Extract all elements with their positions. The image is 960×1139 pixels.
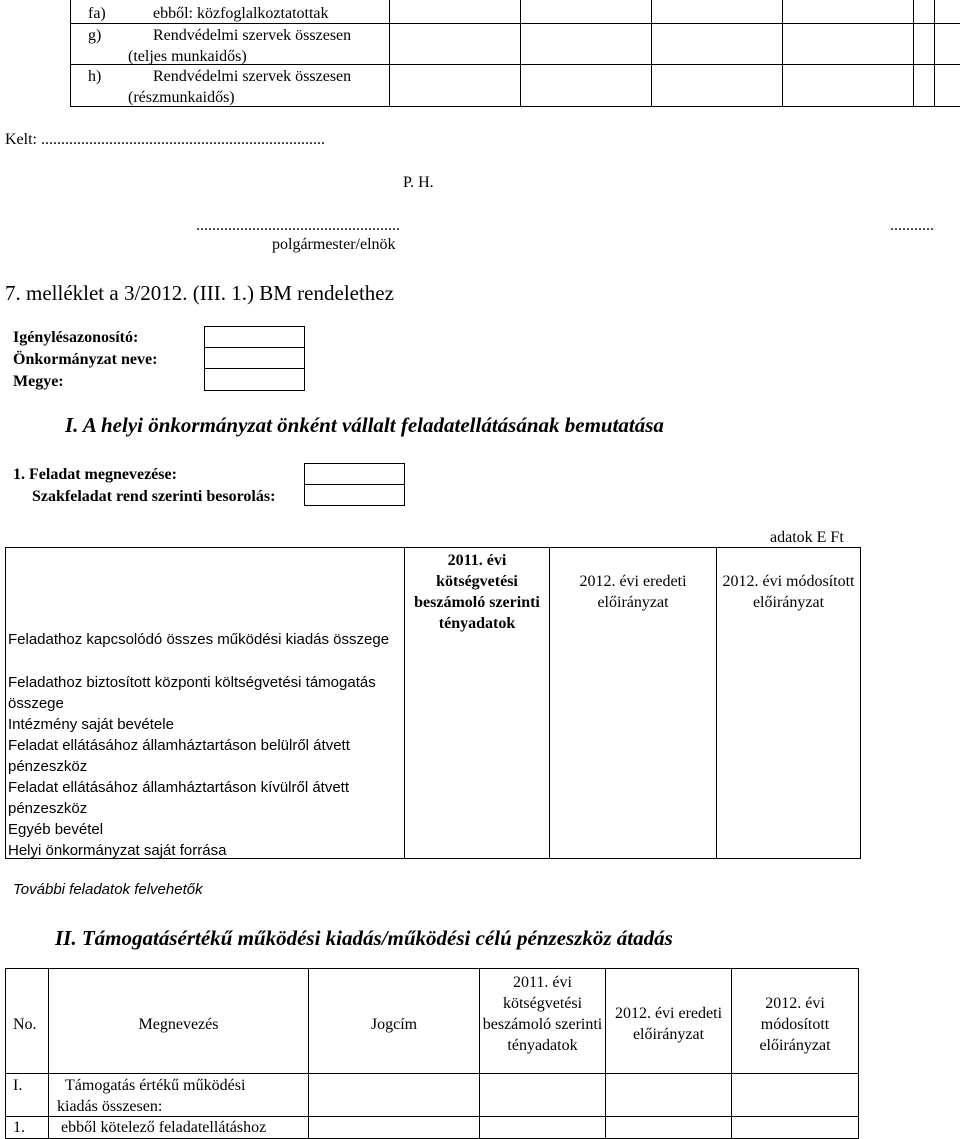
table-row-label: Feladathoz biztosított központi költségvetési támogatás összege	[8, 674, 376, 712]
request-id-label: Igénylésazonosító:	[13, 329, 139, 346]
more-tasks-note: További feladatok felvehetők	[13, 881, 203, 898]
county-label: Megye:	[13, 373, 64, 390]
signature-dots-right: ...........	[890, 217, 934, 234]
classification-label: Szakfeladat rend szerinti besorolás:	[32, 488, 276, 505]
table-row-label: Feladat ellátásához államháztartáson belülről átvett pénzeszköz	[8, 737, 350, 775]
row-name: Támogatás értékű működési kiadás összesen:	[57, 1077, 246, 1115]
stamp-label: P. H.	[403, 174, 434, 191]
table-row-label: Feladat ellátásához államháztartáson kívülről átvett pénzeszköz	[8, 779, 350, 817]
table-row-label: Feladathoz kapcsolódó összes működési kiadás összege	[8, 631, 390, 648]
row-name: ebből kötelező feladatellátáshoz	[61, 1119, 267, 1136]
row-label: Rendvédelmi szervek összesen (részmunkaidős)	[128, 68, 352, 106]
col-header-2011: 2011. évi kötségvetési beszámoló szerinti tényadatok	[414, 552, 540, 632]
row-label: Rendvédelmi szervek összesen (teljes munkaidős)	[128, 27, 352, 65]
section-1-title: I. A helyi önkormányzat önként vállalt feladatellátásának bemutatása	[65, 413, 664, 437]
signature-dots: ...................................................	[196, 217, 400, 234]
table-row-label: Helyi önkormányzat saját forrása	[8, 842, 227, 859]
col-header-2011: 2011. évi kötségvetési beszámoló szerinti tényadatok	[482, 974, 603, 1054]
col-header-no: No.	[13, 1016, 37, 1033]
units-label: adatok E Ft	[770, 529, 844, 546]
table-row-label: Intézmény saját bevétele	[8, 716, 174, 733]
county-field[interactable]	[204, 368, 305, 391]
task-name-field[interactable]	[304, 463, 405, 485]
request-id-field[interactable]	[204, 326, 305, 348]
municipality-name-label: Önkormányzat neve:	[13, 351, 158, 368]
row-no: h)	[88, 68, 102, 85]
col-header-2012-original: 2012. évi eredeti előirányzat	[614, 1005, 723, 1043]
row-no: g)	[88, 27, 102, 44]
col-header-name: Megnevezés	[138, 1016, 219, 1033]
col-header-2012-modified: 2012. évi módosított előirányzat	[722, 573, 855, 611]
col-header-2012-original: 2012. évi eredeti előirányzat	[579, 573, 687, 611]
signer-role: polgármester/elnök	[272, 236, 396, 253]
classification-field[interactable]	[304, 484, 405, 506]
section-2-title: II. Támogatásértékű működési kiadás/működési célú pénzeszköz átadás	[55, 926, 673, 950]
row-no: 1.	[13, 1119, 25, 1136]
row-label: ebből: közfoglalkoztatottak	[153, 5, 329, 22]
col-header-2012-modified: 2012. évi módosított előirányzat	[759, 995, 831, 1054]
col-header-basis: Jogcím	[370, 1016, 418, 1033]
table-row-label: Egyéb bevétel	[8, 821, 104, 838]
task-name-label: 1. Feladat megnevezése:	[13, 466, 177, 483]
row-no: fa)	[88, 5, 106, 22]
annex-title: 7. melléklet a 3/2012. (III. 1.) BM rendelethez	[5, 281, 394, 305]
municipality-name-field[interactable]	[204, 347, 305, 369]
row-no: I.	[13, 1077, 23, 1094]
date-line: Kelt: .......................................................................	[5, 131, 325, 148]
